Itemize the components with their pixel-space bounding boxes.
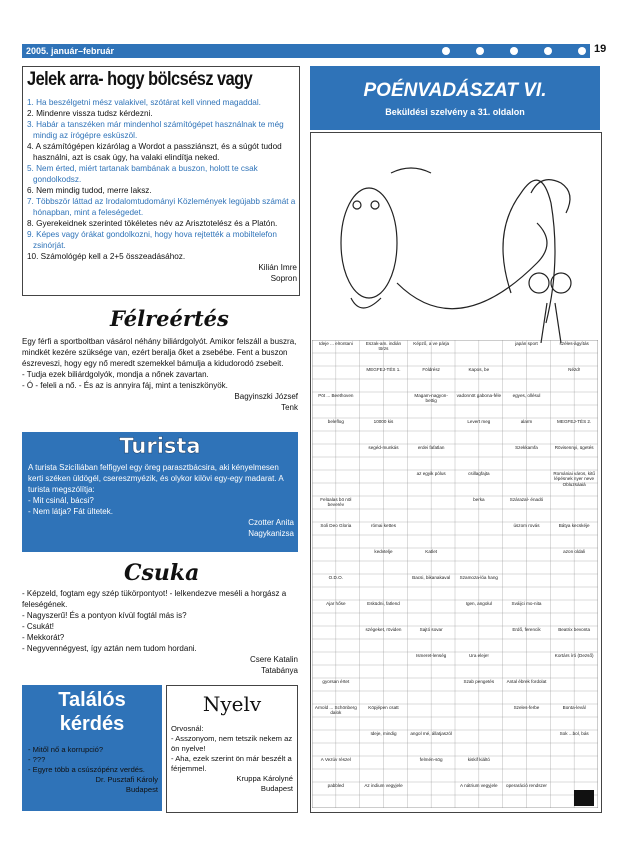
csuka-line: - Képzeld, fogtam egy szép tükörpontyot! - lelkendezve meséli a horgász a feleségének. — [22, 589, 287, 609]
crossword-clue: Pöt ... Beethoven — [318, 393, 354, 398]
crossword-clue: Nézd! — [568, 367, 581, 372]
crossword-clues — [312, 340, 598, 808]
turista-title: Turista — [119, 434, 201, 458]
crossword-clue: Sváijci mo-nita — [511, 601, 542, 606]
issue-date: 2005. január–február — [26, 46, 115, 56]
crossword-clue: Esküdni, fatlend — [367, 601, 400, 606]
list-item: 2. Mindenre vissza tudsz kérdezni. — [27, 109, 153, 118]
header-dots — [442, 47, 592, 55]
crossword-clue: széles-ágyítás — [559, 341, 589, 346]
crossword-clue: Képző, a ve párja — [413, 341, 450, 346]
city: Sopron — [270, 274, 297, 283]
csuka-line: - Mekkorát? — [22, 633, 65, 642]
city: Tenk — [281, 403, 298, 412]
crossword-clue: gyorsan értet — [322, 679, 350, 684]
crossword-clue: erdei fafatlan — [417, 445, 445, 450]
list-item: 1. Ha beszélgetni mész valakivel, szótárat kell vinned magaddal. — [27, 98, 261, 107]
author: Kilián Imre — [258, 263, 297, 272]
crossword-clue: kedvtelje — [374, 549, 393, 554]
list-item: 7. Többször láttad az Irodalomtudományi Közlemények legújabb számát a hónapban, mint a feleségedet. — [27, 197, 296, 217]
crossword-clue: Kortárs író (Dezső) — [554, 653, 594, 658]
crossword-clue: vadonnöt gabona-féle — [456, 393, 502, 398]
crossword-clue: azon oldali — [563, 549, 586, 554]
author: Czotter Anita — [248, 518, 294, 527]
nyelv-line: - Asszonyom, nem tetszik nekem az ön nyelve! — [171, 734, 293, 753]
crossword-clue: Rövisennyi, ügetés — [554, 445, 594, 450]
author: Kruppa Károlyné — [236, 774, 293, 783]
crossword-clue: berka — [473, 497, 485, 502]
nyelv-line: Orvosnál: — [171, 724, 204, 733]
crossword-clue: Földrész — [422, 367, 440, 372]
turista-box — [22, 432, 298, 552]
city: Nagykanizsa — [248, 529, 294, 538]
crossword-clue: pabbled — [327, 783, 344, 788]
crossword-clue: Igen, angolul — [465, 601, 492, 606]
crossword-clue: japán sport — [515, 341, 538, 346]
jelek-list — [27, 97, 297, 284]
crossword-clue: egyes, ollésul — [512, 393, 541, 398]
felreertes-line: - Tudja ezek biliárdgolyók, mondja a nőnek zavartan. — [22, 370, 209, 379]
talalo-box — [22, 685, 162, 811]
author: Bagyinszki József — [234, 392, 298, 401]
crossword-clue: beleflog — [327, 419, 344, 424]
nyelv-title: Nyelv — [202, 692, 262, 716]
puzzle-header — [310, 66, 600, 130]
crossword-clue: Soli Deo Gloria — [320, 523, 352, 528]
talalo-line: - Mitől nő a korrupció? — [28, 745, 104, 754]
felreertes-line: - Ó - feleli a nő. - És az is annyira fáj, mint a teniszkönyök. — [22, 381, 228, 390]
author: Dr. Pusztafi Károly — [95, 775, 158, 784]
nyelv-box — [166, 685, 298, 813]
list-item: 4. A számítógépen kizárólag a Wordot a passziánszt, és a súgót tudod használni, azt is csak úgy, ha valaki elindítja neked. — [27, 142, 282, 162]
crossword-clue: Antal ébrek fordolat — [506, 679, 547, 684]
crossword-clue: MEGFEJ-TÉS 1. — [366, 367, 401, 372]
talalo-title-1: Találós — [58, 689, 126, 711]
crossword-clue: 10000 kis — [373, 419, 394, 424]
turista-line: - Nem látja? Fát ültetek. — [28, 507, 113, 516]
talalo-line: - Egyre több a csúszópénz verdés. — [28, 765, 145, 774]
crossword-clue: operaráció rendszer — [506, 783, 547, 788]
crossword-clue: úszom rovás — [513, 523, 540, 528]
csuka-body — [22, 588, 298, 676]
crossword-clue: Ideje, mindig — [370, 731, 397, 736]
crossword-clue: Szab pengetés — [463, 679, 495, 684]
crossword-clue: Katlet — [425, 549, 438, 554]
page-number: 19 — [594, 43, 607, 55]
felreertes-text: Egy férfi a sportboltban vásárol néhány biliárdgolyót. Amikor felszáll a buszra, mindkét kezére szüksége van, ezért beralja őket a zsebébe. Fent a buszon észreveszi, hogy egy nő meredt szemekkel bámulja a kidudorodó zsebeit. — [22, 337, 297, 368]
puzzle-title: POÉNVADÁSZAT VI. — [363, 80, 547, 101]
crossword-clue: Kapos, be — [468, 367, 490, 372]
turista-line: - Mit csinál, bácsi? — [28, 496, 94, 505]
crossword-clue: Sok ...bol, bás — [559, 731, 589, 736]
crossword-clue: csillagfajta — [468, 471, 490, 476]
crossword-clue: Levert meg — [467, 419, 491, 424]
crossword-clue: Ismeret-lenség — [415, 653, 447, 658]
crossword-clue: szégeket, röviden — [365, 627, 402, 632]
jelek-box — [22, 66, 300, 296]
turista-body — [28, 462, 294, 539]
turista-text: A turista Szicíliában felfigyel egy öreg parasztbácsira, aki kényelmesen kerti széken üldögél, csereszmyézik, és olykor kilövi egy-egy madarat. A turista megszólítja: — [28, 463, 284, 494]
talalo-body — [28, 745, 158, 795]
cartoon-illustration — [311, 133, 601, 343]
crossword-clue: A Vezúv részel — [320, 757, 351, 762]
crossword-clue: az egyik pólus — [416, 471, 446, 476]
crossword-clue: Eszak-am. indián törzs — [365, 341, 402, 352]
crossword-clue: Szamoza-lóa hang — [459, 575, 498, 580]
crossword-clue: Bonta-levál — [562, 705, 586, 710]
crossword-clue: Szeles-ferbe — [513, 705, 540, 710]
crossword-clue: angol mé, állatjaszól — [410, 731, 452, 736]
crossword-clue: Magam-nagyon- bettig — [414, 393, 448, 404]
city: Budapest — [125, 785, 158, 794]
crossword-clue: Erdő, ferencik — [512, 627, 541, 632]
city: Tatabánya — [261, 666, 298, 675]
puzzle-subtitle: Beküldési szelvény a 31. oldalon — [385, 107, 525, 117]
crossword-clue: Bátya kecskéje — [558, 523, 590, 528]
csuka-line: - Csukát! — [22, 622, 55, 631]
crossword-clue: Beatrix bevonta — [558, 627, 591, 632]
felreertes-body — [22, 336, 298, 413]
list-item: 6. Nem mindig tudod, merre laksz. — [27, 186, 152, 195]
crossword-clue: Bacsi, bikanakaval — [412, 575, 451, 580]
talalo-line: - ??? — [28, 755, 46, 764]
list-item: 9. Képes vagy órákat gondolkozni, hogy hova rejtették a mobiltelefon zsinórját. — [27, 230, 277, 250]
talalo-title-2: kérdés — [59, 713, 125, 735]
crossword-clue: Sajtó sovar — [419, 627, 443, 632]
crossword-clue: MEGFEJ-TÉS 2. — [557, 419, 592, 424]
crossword-clue: Ura eleje! — [468, 653, 489, 658]
crossword-clue: kiskif kiáltó — [467, 757, 490, 762]
nyelv-line: - Aha, ezek szerint ön már beszélt a férjemmel. — [171, 754, 292, 773]
crossword-clue: Szekkamfa — [515, 445, 538, 450]
crossword-clue: felmén-sög — [419, 757, 443, 762]
list-item: 3. Habár a tanszéken már mindenhol számítógépet használnak te még mindig az írógépre esküszöl. — [27, 120, 284, 140]
header-band — [22, 44, 590, 58]
crossword-clue: Ideje ... elrontani — [318, 341, 353, 346]
csuka-line: - Negyvennégyest, így aztán nem tudom hordani. — [22, 644, 197, 653]
list-item: 10. Számológép kell a 2+5 összeadásához. — [27, 252, 186, 261]
jelek-title: Jelek arra- hogy bölcsész vagy — [27, 69, 253, 90]
crossword-clue: római kettes — [370, 523, 396, 528]
crossword-clue: Ajar hőse — [326, 601, 346, 606]
crossword-clue: Romániai város, kitű lépésnek nyer neve Obluzsáaiá — [553, 471, 595, 487]
city: Budapest — [260, 784, 293, 793]
csuka-line: - Nagyszerű! És a pontyon kívül fogtál más is? — [22, 611, 187, 620]
crossword-clue: Köpjépen csatt — [368, 705, 399, 710]
crossword-clue: A nátrium vegyjele — [460, 783, 498, 788]
felreertes-title: Félreértés — [110, 306, 229, 331]
crossword-clue: segéd-munkás — [368, 445, 399, 450]
crossword-clue: Felüalas bö nöl beverév — [320, 497, 352, 508]
crossword-clue: Arnold ... Schönberg dalok — [314, 705, 357, 716]
author: Csere Katalin — [249, 655, 298, 664]
crossword-clue: O.D.O. — [328, 575, 343, 580]
list-item: 5. Nem érted, miért tartanak bambának a buszon, holott te csak gondolkodsz. — [27, 164, 258, 184]
crossword-clue: Az indium vegyjele — [364, 783, 403, 788]
csuka-title: Csuka — [124, 560, 200, 586]
list-item: 8. Gyerekeidnek szerinted tökéletes név az Arisztotelész és a Platón. — [27, 219, 278, 228]
nyelv-body — [171, 724, 293, 794]
crossword-clue: Szárazal- énadó — [509, 497, 544, 502]
crossword-clue: alarm — [520, 419, 533, 424]
